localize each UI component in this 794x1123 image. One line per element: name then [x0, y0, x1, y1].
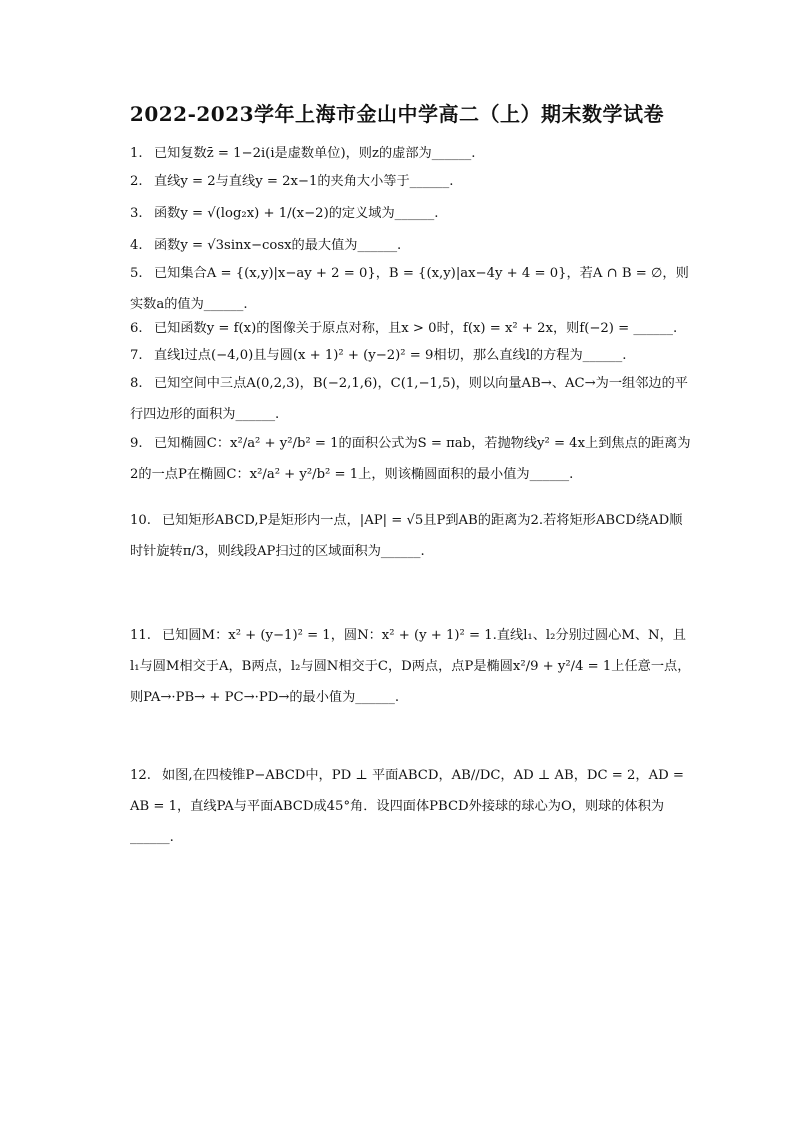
question-11	[130, 620, 695, 713]
question-number: 7.	[130, 348, 143, 363]
question-5	[130, 258, 695, 320]
question-3	[130, 198, 695, 229]
question-number: 8.	[130, 376, 143, 391]
page-title: 2022-2023学年上海市金山中学高二（上）期末数学试卷	[129, 102, 665, 126]
question-text: 直线l过点(−4,0)且与圆(x + 1)² + (y−2)² = 9相切，那么直线l的方程为______.	[154, 348, 627, 363]
question-number: 5.	[130, 266, 143, 281]
question-text: 已知矩形ABCD,P是矩形内一点，|AP| = √5且P到AB的距离为2.若将矩形ABCD绕AD顺时针旋转π/3，则线段AP扫过的区域面积为______.	[130, 513, 683, 559]
question-number: 6.	[130, 321, 143, 336]
question-text: 如图,在四棱锥P−ABCD中，PD ⊥ 平面ABCD，AB//DC，AD ⊥ AB，DC = 2，AD = AB = 1，直线PA与平面ABCD成45°角．设四面体PBCD外接球的球心为O，则球的体积为______.	[130, 768, 684, 845]
question-text: 直线y = 2与直线y = 2x−1的夹角大小等于______.	[154, 174, 454, 189]
question-10	[130, 505, 695, 567]
question-text: 函数y = √3sinx−cosx的最大值为______.	[154, 238, 402, 253]
question-number: 4.	[130, 238, 143, 253]
question-number: 9.	[130, 436, 143, 451]
question-number: 10.	[130, 513, 151, 528]
question-text: 已知椭圆C：x²/a² + y²/b² = 1的面积公式为S = πab，若抛物线y² = 4x上到焦点的距离为2的一点P在椭圆C：x²/a² + y²/b² = 1上，则该椭圆面积的最小值为______.	[130, 436, 691, 482]
question-text: 已知集合A = {(x,y)|x−ay + 2 = 0}，B = {(x,y)|ax−4y + 4 = 0}，若A ∩ B = ∅，则实数a的值为______.	[130, 266, 689, 312]
question-7	[130, 340, 695, 371]
question-number: 2.	[130, 174, 143, 189]
question-number: 12.	[130, 768, 151, 783]
question-text: 已知复数z̄ = 1−2i(i是虚数单位)，则z的虚部为______.	[154, 146, 476, 161]
question-1	[130, 138, 695, 169]
question-text: 已知圆M：x² + (y−1)² = 1，圆N：x² + (y + 1)² = 1.直线l₁、l₂分别过圆心M、N，且l₁与圆M相交于A，B两点，l₂与圆N相交于C，D两点，点P是椭圆x²/9 + y²/4 = 1上任意一点，则PA→·PB→ + PC→·PD→的最小值为______.	[130, 628, 691, 705]
question-2	[130, 166, 695, 197]
question-4	[130, 230, 695, 261]
question-8	[130, 368, 695, 430]
question-12	[130, 760, 695, 853]
question-text: 函数y = √(log₂x) + 1/(x−2)的定义域为______.	[154, 206, 439, 221]
question-number: 3.	[130, 206, 143, 221]
question-text: 已知空间中三点A(0,2,3)，B(−2,1,6)，C(1,−1,5)，则以向量AB→、AC→为一组邻边的平行四边形的面积为______.	[130, 376, 688, 422]
question-text: 已知函数y = f(x)的图像关于原点对称，且x > 0时，f(x) = x² + 2x，则f(−2) = ______.	[154, 321, 678, 336]
question-number: 11.	[130, 628, 151, 643]
question-number: 1.	[130, 146, 143, 161]
question-9	[130, 428, 695, 490]
